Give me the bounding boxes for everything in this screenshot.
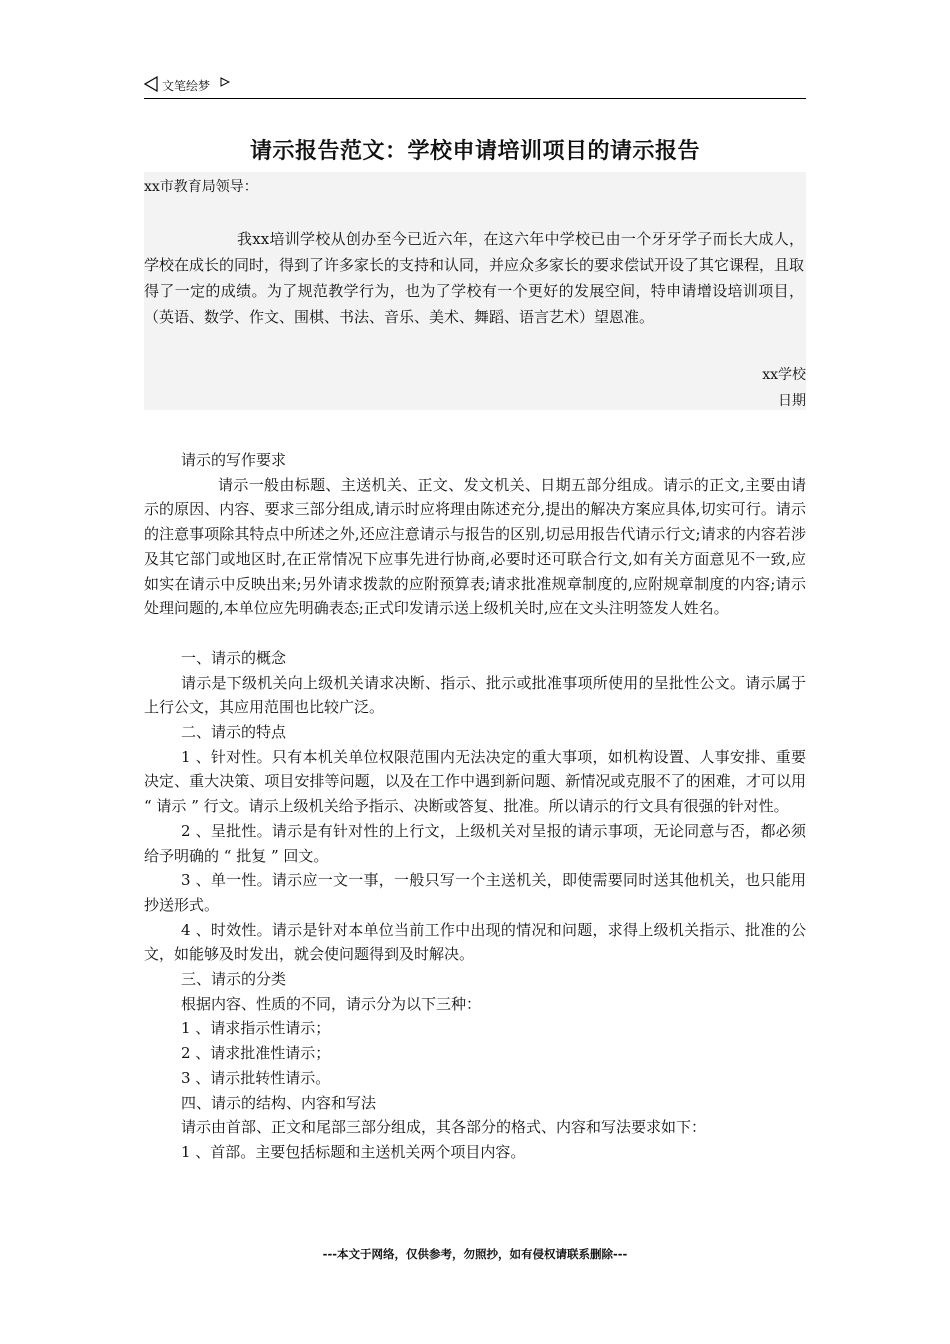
section-heading: 四、请示的结构、内容和写法 — [181, 1093, 377, 1112]
brand — [144, 76, 230, 95]
list-item: 2 、请求批准性请示； — [181, 1044, 331, 1063]
triangle-left-icon — [144, 76, 158, 95]
page-footer: ---本文于网络，仅供参考，勿照抄，如有侵权请联系删除--- — [322, 1247, 628, 1261]
letter-box — [144, 172, 806, 410]
section-heading: 一、请示的概念 — [181, 648, 287, 667]
page-header — [144, 70, 806, 99]
section-paragraph: 3 、单一性。请示应一文一事，一般只写一个主送机关，即使需要同时送其他机关，也只能用抄送形式。 — [144, 871, 806, 914]
writing-heading: 请示的写作要求 — [181, 451, 287, 469]
letter-salutation: xx市教育局领导： — [144, 179, 258, 195]
triangle-right-icon — [220, 76, 230, 90]
letter-body: 我xx培训学校从创办至今已近六年，在这六年中学校已由一个牙牙学子而长大成人，学校在成长的同时，得到了许多家长的支持和认同，并应众多家长的要求偿试开设了其它课程，且取得了一定的成绩。为了规范教学行为，也为了学校有一个更好的发展空间，特申请增设培训项目，（英语、数学、作文、围棋、书法、音乐、美术、舞蹈、语言艺术）望恩准。 — [144, 230, 805, 326]
letter-signature — [762, 362, 806, 414]
section-paragraph: 2 、呈批性。请示是有针对性的上行文，上级机关对呈报的请示事项，无论同意与否，都必须给予明确的 “ 批复 ” 回文。 — [144, 821, 806, 865]
section-paragraph: 根据内容、性质的不同，请示分为以下三种： — [181, 994, 482, 1013]
section-paragraph: 请示由首部、正文和尾部三部分组成，其各部分的格式、内容和写法要求如下： — [181, 1118, 707, 1137]
document-title: 请示报告范文：学校申请培训项目的请示报告 — [249, 139, 700, 164]
brand-name: 文笔绘梦 — [162, 79, 211, 93]
spacer — [144, 621, 806, 646]
section-heading: 二、请示的特点 — [181, 723, 287, 742]
section-heading: 三、请示的分类 — [181, 970, 287, 989]
section-paragraph: 4 、时效性。请示是针对本单位当前工作中出现的情况和问题，求得上级机关指示、批准的公文，如能够及时发出，就会使问题得到及时解决。 — [144, 920, 806, 964]
signature-school: xx学校 — [762, 367, 806, 383]
list-item: 1 、请求指示性请示； — [181, 1019, 331, 1038]
document-content — [144, 448, 806, 1165]
writing-paragraph: 请示一般由标题、主送机关、正文、发文机关、日期五部分组成。请示的正文,主要由请示的原因、内容、要求三部分组成,请示时应将理由陈述充分,提出的解决方案应具体,切实可行。请示的注意事项除其特点中所述之外,还应注意请示与报告的区别,切忌用报告代请示行文;请求的内容若涉及其它部门或地区时,在正常情况下应事先进行协商,必要时还可联合行文,如有关方面意见不一致,应如实在请示中反映出来;另外请求拨款的应附预算表;请求批准规章制度的,应附规章制度的内容;请示处理问题的,本单位应先明确表态;正式印发请示送上级机关时,应在文头注明签发人姓名。 — [144, 475, 806, 618]
section-paragraph: 1 、首部。主要包括标题和主送机关两个项目内容。 — [181, 1142, 526, 1161]
list-item: 3 、请示批转性请示。 — [181, 1068, 331, 1087]
section-paragraph: 请示是下级机关向上级机关请求决断、指示、批示或批准事项所使用的呈批性公文。请示属于上行公文，其应用范围也比较广泛。 — [144, 673, 806, 717]
section-paragraph: 1 、针对性。只有本机关单位权限范围内无法决定的重大事项，如机构设置、人事安排、重要决定、重大决策、项目安排等问题，以及在工作中遇到新问题、新情况或克服不了的困难，才可以用 “ 请示 ” 行文。请示上级机关给予指示、决断或答复、批准。所以请示的行文具有很强的针对性。 — [144, 747, 806, 816]
signature-date: 日期 — [778, 393, 806, 409]
